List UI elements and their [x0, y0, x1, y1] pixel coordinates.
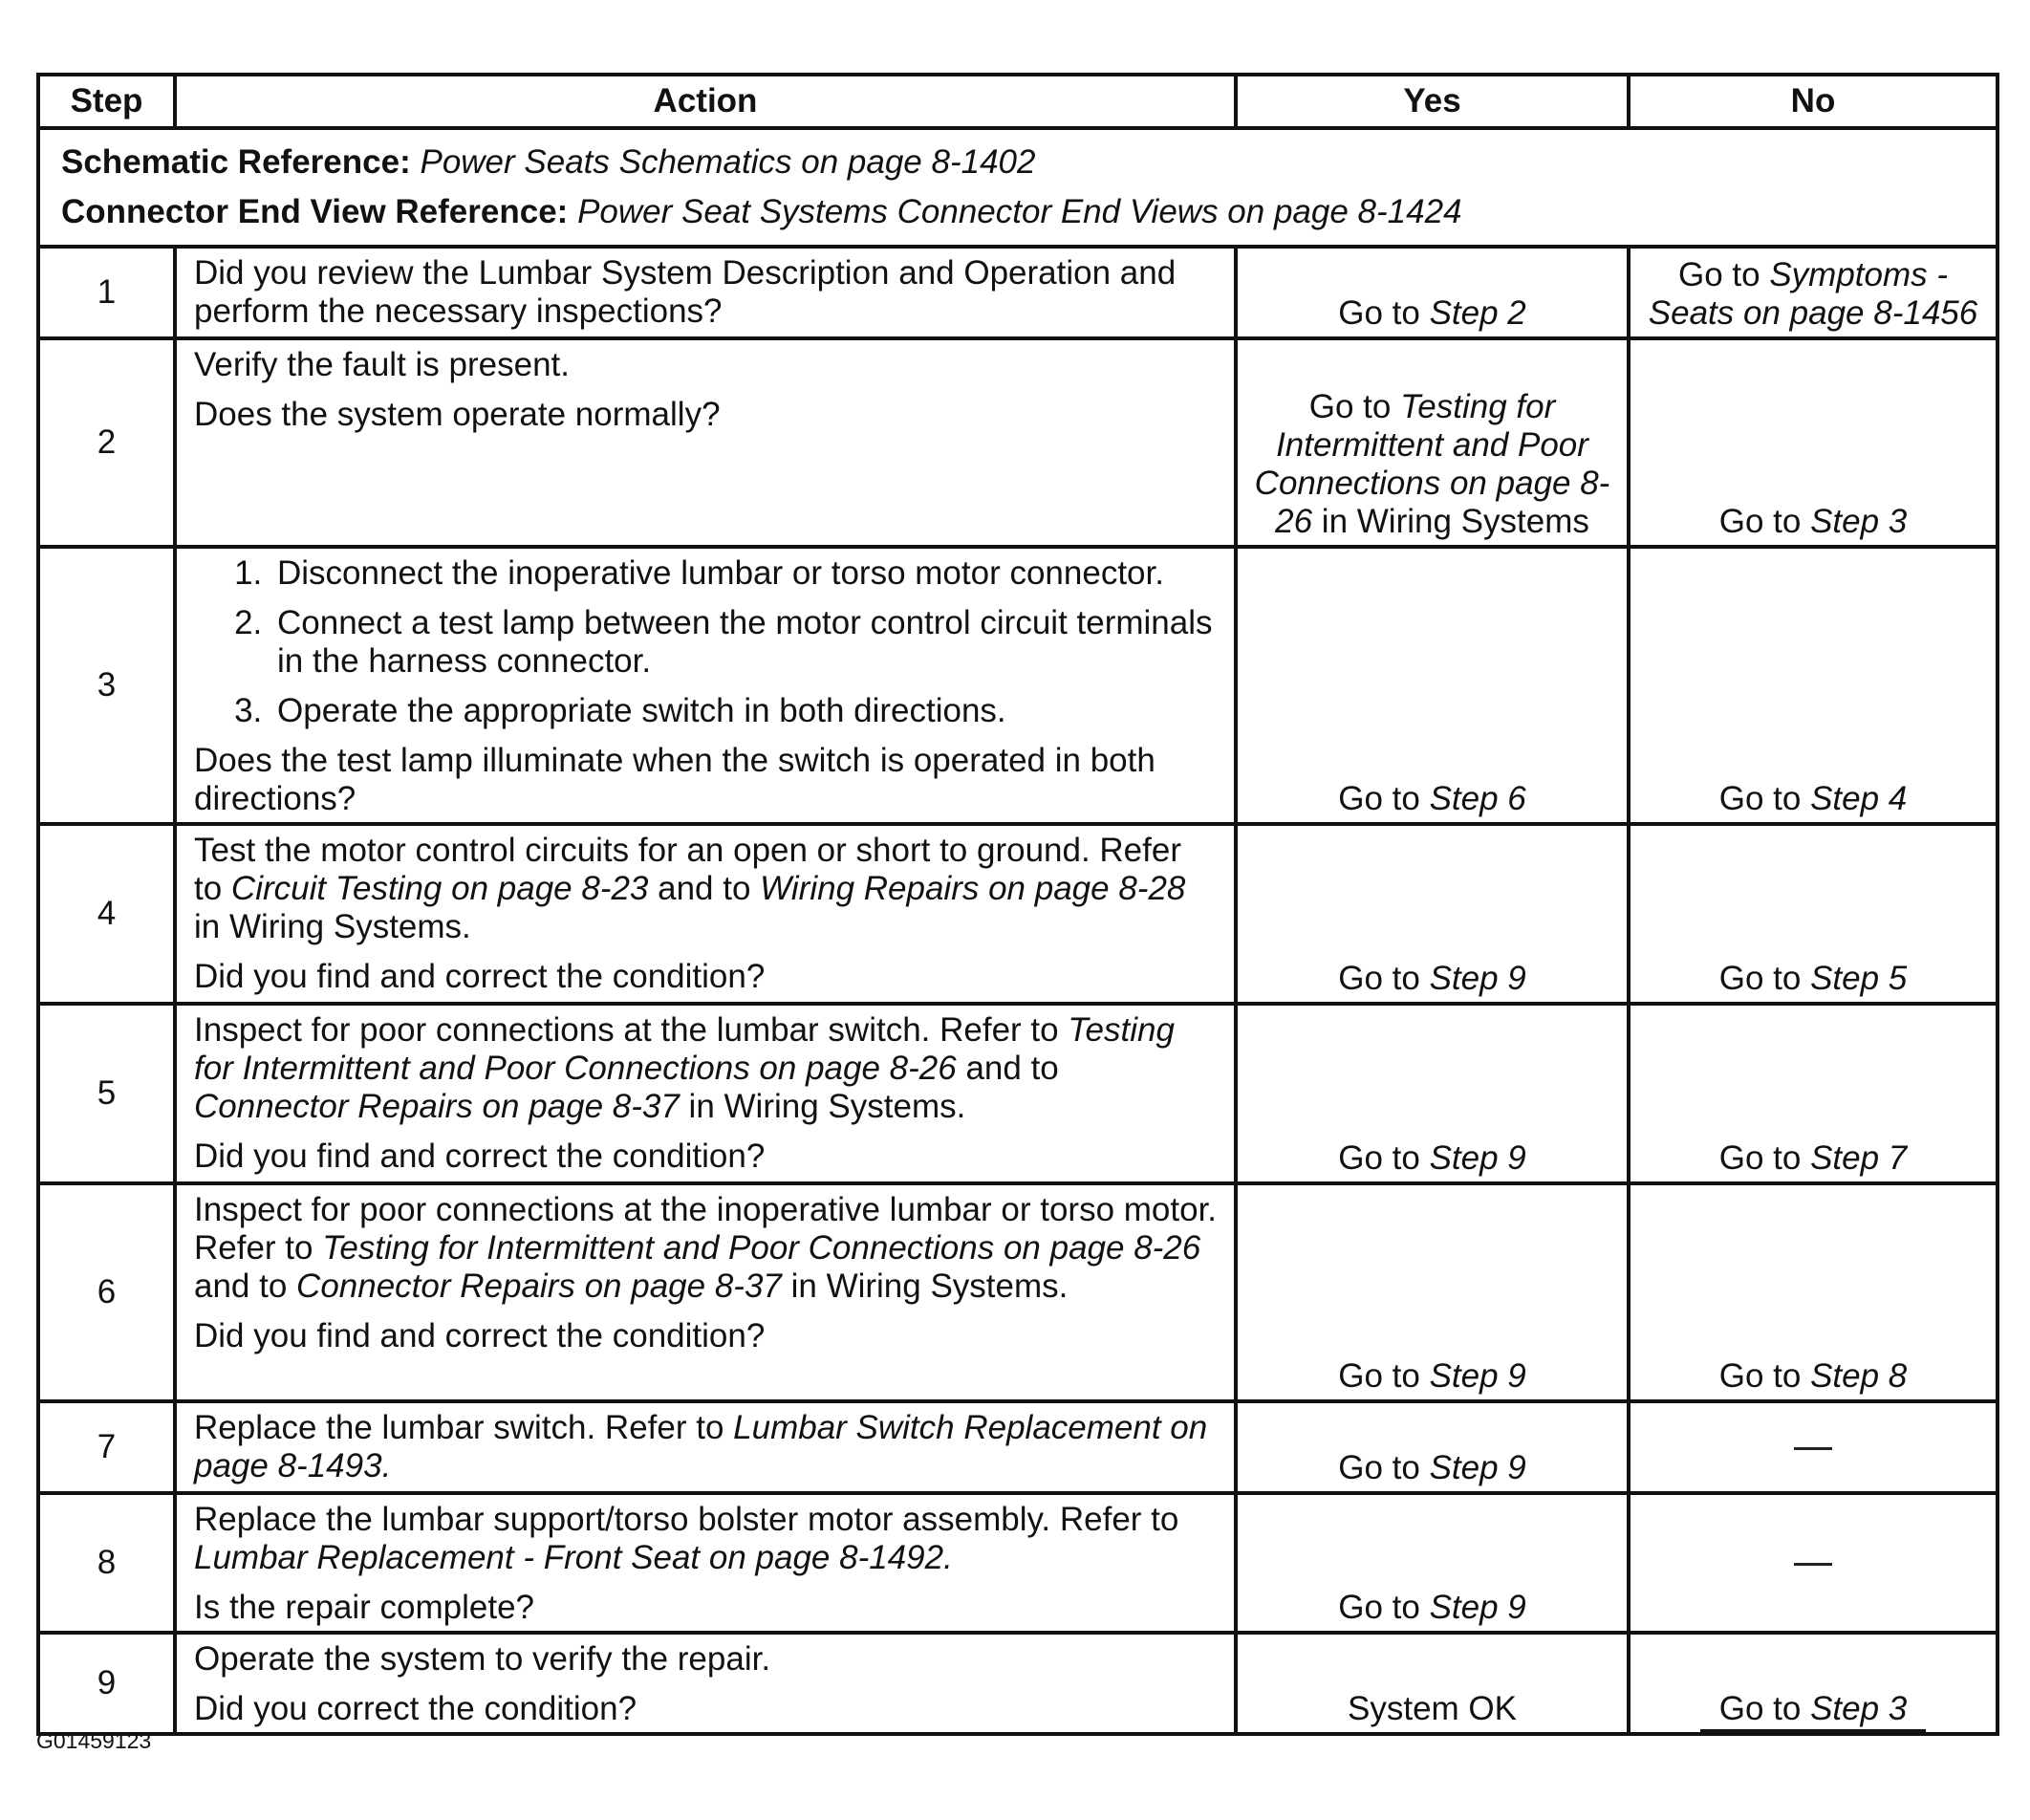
header-no: No: [1629, 75, 1998, 128]
yes-prefix: Go to: [1338, 1357, 1430, 1395]
table-row: [38, 1493, 1998, 1633]
action-question: Does the system operate normally?: [194, 396, 721, 433]
action-text-part: in Wiring Systems.: [194, 908, 471, 945]
action-link[interactable]: Testing for Intermittent and Poor Connections on page 8-26: [322, 1229, 1201, 1267]
header-yes: Yes: [1236, 75, 1629, 128]
yes-cell: [1236, 338, 1629, 547]
action-text: [194, 1011, 1217, 1126]
yes-link[interactable]: Step 2: [1429, 294, 1526, 332]
yes-link[interactable]: Testing for Intermittent and Poor Connections on page 8-26: [1254, 388, 1610, 540]
table-row: [38, 1401, 1998, 1493]
no-prefix: Go to: [1718, 1690, 1811, 1727]
action-question: Did you find and correct the condition?: [194, 958, 766, 995]
step-number: 9: [38, 1633, 175, 1734]
yes-cell: [1236, 1633, 1629, 1734]
action-text: Operate the system to verify the repair.: [194, 1640, 771, 1678]
no-link[interactable]: Step 5: [1810, 960, 1908, 997]
no-prefix: Go to: [1718, 1357, 1811, 1395]
connector-reference-label: Connector End View Reference:: [61, 193, 569, 230]
action-question: Is the repair complete?: [194, 1589, 535, 1626]
connector-reference: [61, 189, 1975, 235]
action-link[interactable]: Wiring Repairs on page 8-28: [760, 870, 1186, 907]
substep-item: 1. Disconnect the inoperative lumbar or torso motor connector.: [271, 554, 1217, 593]
action-link[interactable]: Lumbar Replacement - Front Seat on page 8-1492.: [194, 1539, 953, 1576]
no-link[interactable]: Symptoms - Seats on page 8-1456: [1648, 256, 1978, 332]
no-link[interactable]: Step 8: [1810, 1357, 1908, 1395]
action-substeps: [194, 554, 1217, 730]
action-question: Does the test lamp illuminate when the switch is operated in both directions?: [194, 742, 1155, 817]
action-text: [194, 832, 1217, 946]
action-cell: [175, 824, 1236, 1004]
schematic-reference: [61, 140, 1975, 185]
yes-prefix: Go to: [1308, 388, 1401, 425]
no-cell: [1629, 247, 1998, 338]
reference-cell: [38, 128, 1998, 247]
action-question: Did you find and correct the condition?: [194, 1317, 766, 1354]
action-cell: [175, 547, 1236, 824]
action-cell: [175, 1401, 1236, 1493]
action-cell: [175, 338, 1236, 547]
schematic-reference-label: Schematic Reference:: [61, 143, 411, 181]
yes-link[interactable]: Step 9: [1429, 1589, 1526, 1626]
action-text: [194, 1409, 1217, 1485]
action-text-part: and to: [956, 1050, 1059, 1087]
yes-cell: [1236, 824, 1629, 1004]
dash-mark: [1794, 1563, 1832, 1566]
step-number: 4: [38, 824, 175, 1004]
yes-prefix: Go to: [1338, 780, 1430, 817]
action-text: Verify the fault is present.: [194, 346, 570, 383]
step-number: 5: [38, 1004, 175, 1183]
action-text-part: Inspect for poor connections at the inoperative lumbar or torso motor. Refer to: [194, 1191, 1218, 1267]
no-prefix: Go to: [1718, 503, 1811, 540]
no-prefix: Go to: [1718, 780, 1811, 817]
no-prefix: Go to: [1718, 1139, 1811, 1177]
yes-prefix: Go to: [1338, 1449, 1430, 1486]
table-row: [38, 338, 1998, 547]
table-row: [38, 1183, 1998, 1401]
action-text-part: and to: [648, 870, 761, 907]
action-link[interactable]: Connector Repairs on page 8-37: [194, 1088, 680, 1125]
no-cell: [1629, 1183, 1998, 1401]
yes-suffix: in Wiring Systems: [1312, 503, 1589, 540]
table-row: [38, 247, 1998, 338]
table-row: [38, 1633, 1998, 1734]
step-number: 2: [38, 338, 175, 547]
yes-cell: [1236, 1493, 1629, 1633]
yes-link[interactable]: Step 9: [1429, 1139, 1526, 1177]
step-number: 6: [38, 1183, 175, 1401]
yes-prefix: Go to: [1338, 960, 1430, 997]
action-text-part: Test the motor control circuits for an open or short to ground. Refer to: [194, 832, 1181, 907]
no-cell: [1629, 1633, 1998, 1734]
yes-link[interactable]: Step 9: [1429, 960, 1526, 997]
yes-link[interactable]: Step 6: [1429, 780, 1526, 817]
table-row: [38, 547, 1998, 824]
yes-cell: [1236, 547, 1629, 824]
action-text-part: in Wiring Systems.: [781, 1268, 1069, 1305]
yes-prefix: Go to: [1338, 1139, 1430, 1177]
action-text: Did you review the Lumbar System Description and Operation and perform the necessary inspections?: [194, 254, 1177, 330]
no-link[interactable]: Step 3: [1810, 503, 1908, 540]
header-row: [38, 75, 1998, 128]
yes-cell: [1236, 1401, 1629, 1493]
step-number: 7: [38, 1401, 175, 1493]
substep-item: 3. Operate the appropriate switch in both directions.: [271, 692, 1217, 730]
action-cell: [175, 247, 1236, 338]
step-number: 3: [38, 547, 175, 824]
no-link[interactable]: Step 3: [1810, 1690, 1908, 1727]
action-cell: [175, 1183, 1236, 1401]
substep-item: 2. Connect a test lamp between the motor control circuit terminals in the harness connector.: [271, 604, 1217, 681]
step-number: 1: [38, 247, 175, 338]
no-prefix: Go to: [1718, 960, 1811, 997]
header-step: Step: [38, 75, 175, 128]
action-link[interactable]: Testing for Intermittent and Poor Connections on page 8-26: [194, 1011, 1175, 1087]
action-question: Did you correct the condition?: [194, 1690, 637, 1727]
action-text-part: Replace the lumbar switch. Refer to: [194, 1409, 734, 1446]
yes-cell: [1236, 1183, 1629, 1401]
no-prefix: Go to: [1677, 256, 1770, 293]
schematic-reference-link[interactable]: Power Seats Schematics on page 8-1402: [420, 143, 1036, 181]
yes-prefix: Go to: [1338, 294, 1430, 332]
no-value: [1700, 1690, 1927, 1732]
header-action: Action: [175, 75, 1236, 128]
action-question: Did you find and correct the condition?: [194, 1138, 766, 1175]
reference-row: [38, 128, 1998, 247]
yes-cell: [1236, 1004, 1629, 1183]
diagnostic-table: [36, 73, 1999, 1736]
no-cell: [1629, 1401, 1998, 1493]
action-text-part: Inspect for poor connections at the lumbar switch. Refer to: [194, 1011, 1069, 1049]
action-link[interactable]: Circuit Testing on page 8-23: [230, 870, 649, 907]
no-link[interactable]: Step 7: [1810, 1139, 1908, 1177]
action-text-part: and to: [194, 1268, 297, 1305]
dash-mark: [1794, 1447, 1832, 1450]
action-link[interactable]: Lumbar Switch Replacement on page 8-1493.: [194, 1409, 1208, 1484]
yes-link[interactable]: Step 9: [1429, 1449, 1526, 1486]
action-link[interactable]: Connector Repairs on page 8-37: [296, 1268, 782, 1305]
action-text: [194, 1191, 1217, 1306]
no-cell: [1629, 547, 1998, 824]
action-text-part: in Wiring Systems.: [679, 1088, 966, 1125]
action-cell: [175, 1004, 1236, 1183]
connector-reference-link[interactable]: Power Seat Systems Connector End Views on page 8-1424: [577, 193, 1462, 230]
no-cell: [1629, 338, 1998, 547]
yes-prefix: Go to: [1338, 1589, 1430, 1626]
action-cell: [175, 1493, 1236, 1633]
no-cell: [1629, 824, 1998, 1004]
action-text: [194, 1501, 1217, 1577]
yes-link[interactable]: Step 9: [1429, 1357, 1526, 1395]
figure-id: G01459123: [36, 1728, 152, 1753]
table-row: [38, 1004, 1998, 1183]
yes-text: System OK: [1348, 1690, 1517, 1727]
no-link[interactable]: Step 4: [1810, 780, 1908, 817]
action-cell: [175, 1633, 1236, 1734]
no-cell: [1629, 1004, 1998, 1183]
table-row: [38, 824, 1998, 1004]
no-cell: [1629, 1493, 1998, 1633]
step-number: 8: [38, 1493, 175, 1633]
action-text-part: Replace the lumbar support/torso bolster motor assembly. Refer to: [194, 1501, 1179, 1538]
yes-cell: [1236, 247, 1629, 338]
